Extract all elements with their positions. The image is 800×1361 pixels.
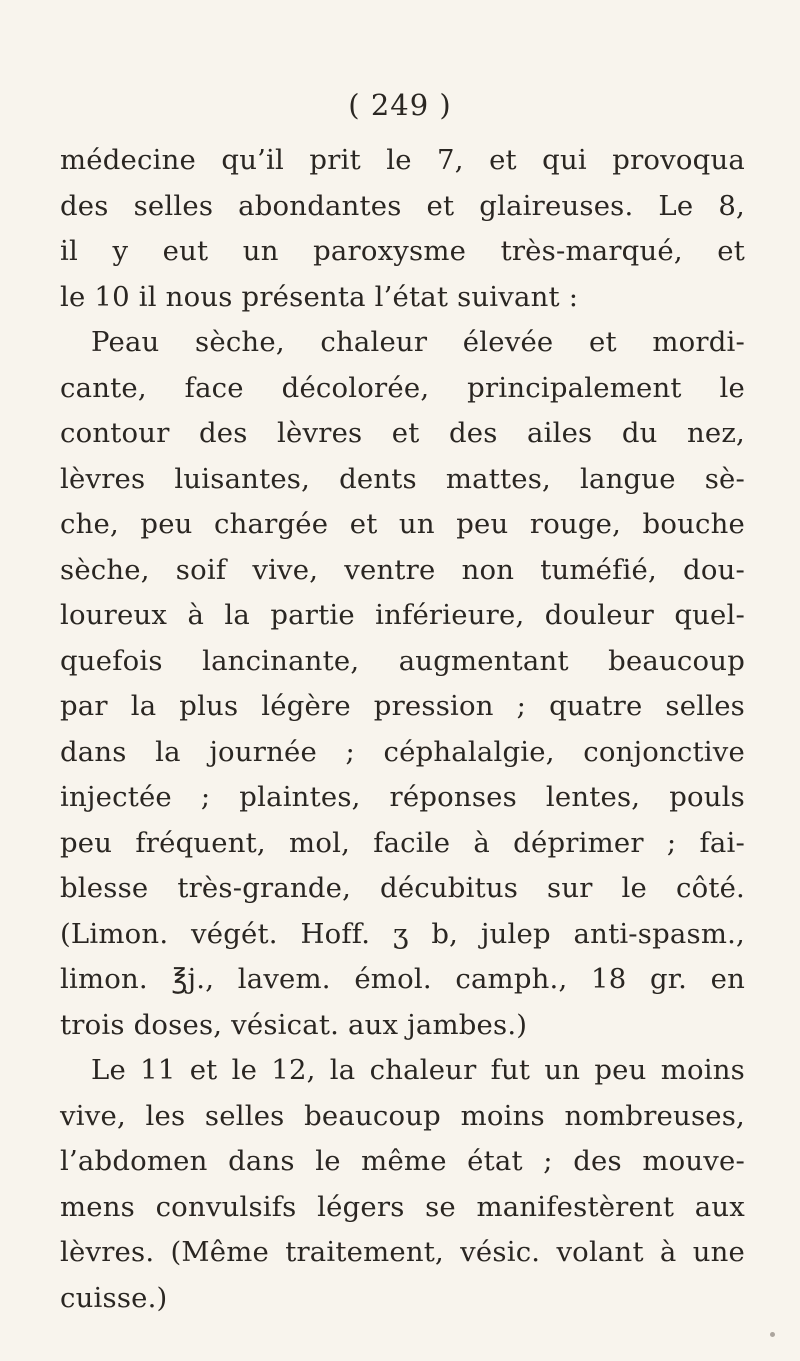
- text-line: des selles abondantes et glaireuses. Le 8,: [60, 189, 745, 222]
- prescription-line: limon. ℥j., lavem. émol. camph., 18 gr. en: [60, 963, 745, 995]
- text-line: loureux à la partie inférieure, douleur quel-: [60, 599, 745, 631]
- text-line: par la plus légère pression ; quatre selles: [60, 690, 745, 722]
- text-line: peu fréquent, mol, facile à déprimer ; fai-: [60, 826, 745, 859]
- paper-speck: [770, 1332, 775, 1337]
- text-line: vive, les selles beaucoup moins nombreuses,: [60, 1099, 745, 1132]
- text-line: le 10 il nous présenta l’état suivant :: [60, 280, 579, 313]
- text-line: contour des lèvres et des ailes du nez,: [60, 417, 745, 449]
- text-line: lèvres. (Même traitement, vésic. volant à une: [60, 1236, 745, 1268]
- text-line: dans la journée ; céphalalgie, conjonctive: [60, 735, 745, 768]
- text-line: quefois lancinante, augmentant beaucoup: [60, 644, 745, 677]
- text-line: l’abdomen dans le même état ; des mouve-: [60, 1145, 745, 1177]
- page-number: ( 249 ): [348, 88, 452, 122]
- text-line: che, peu chargée et un peu rouge, bouche: [60, 508, 745, 540]
- prescription-line: trois doses, vésicat. aux jambes.): [60, 1008, 528, 1041]
- text-line: il y eut un paroxysme très-marqué, et: [60, 235, 745, 267]
- text-line: sèche, soif vive, ventre non tuméfié, dou-: [60, 553, 745, 586]
- text-line: injectée ; plaintes, réponses lentes, pouls: [60, 781, 745, 813]
- text-line: cante, face décolorée, principalement le: [60, 371, 745, 404]
- body-text: [60, 138, 745, 1321]
- text-line: médecine qu’il prit le 7, et qui provoqua: [60, 144, 745, 176]
- text-line: blesse très-grande, décubitus sur le côté.: [60, 872, 745, 904]
- text-line: cuisse.): [60, 1281, 168, 1314]
- paragraph-start-line: Peau sèche, chaleur élevée et mordi-: [91, 326, 745, 358]
- text-line: mens convulsifs légers se manifestèrent aux: [60, 1190, 745, 1223]
- prescription-line: (Limon. végét. Hoff. ʒ b, julep anti-spasm.,: [60, 917, 745, 950]
- paragraph-start-line: Le 11 et le 12, la chaleur fut un peu moins: [91, 1054, 745, 1086]
- text-line: lèvres luisantes, dents mattes, langue sè-: [60, 462, 745, 495]
